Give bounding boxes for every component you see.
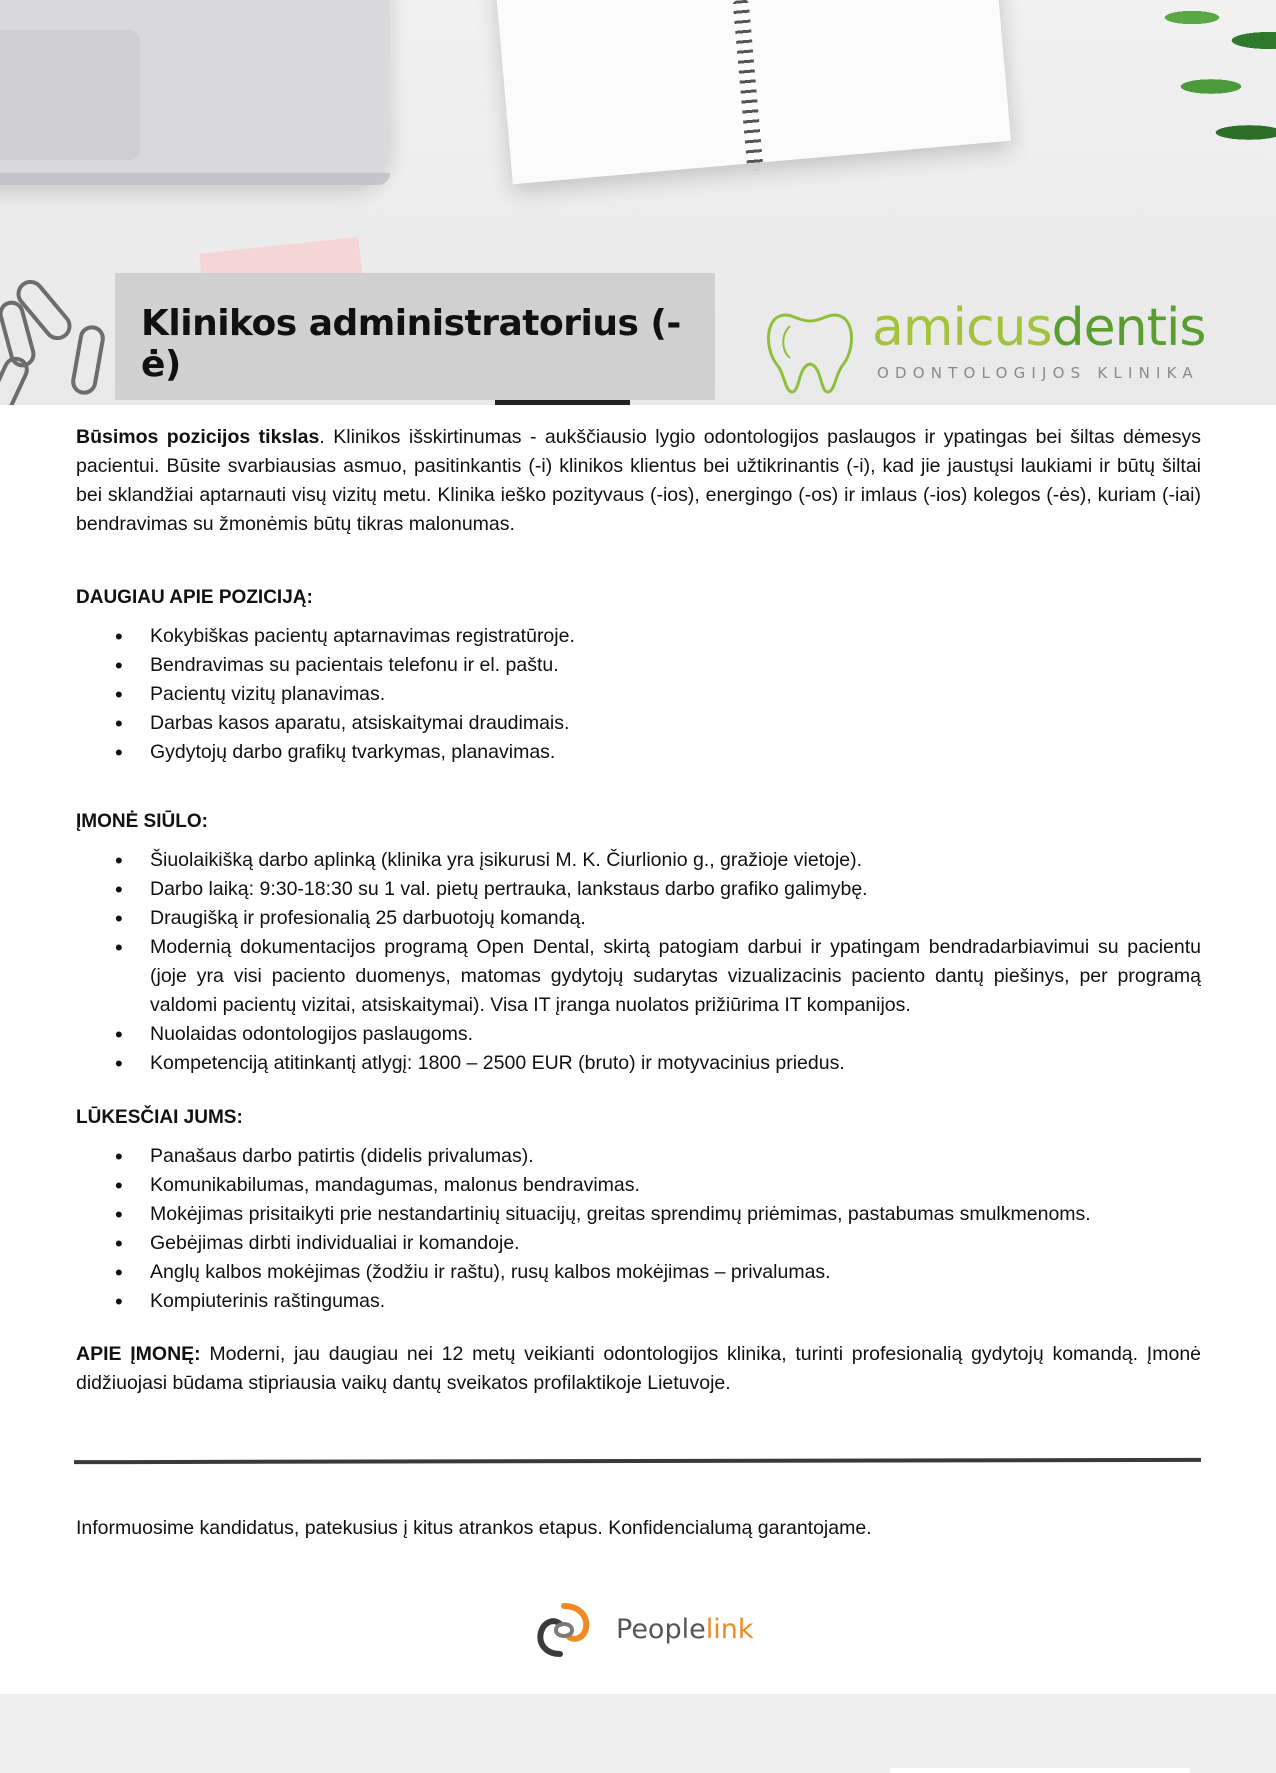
section-title-expectations: LŪKESČIAI JUMS: [76, 1107, 243, 1128]
page-title: Klinikos administratorius (-ė) [141, 303, 681, 385]
list-item: • Mokėjimas prisitaikyti prie nestandartinių situacijų, greitas sprendimų priėmimas, pastabumas smulkmenoms. [76, 1200, 1201, 1229]
about-paragraph [76, 1340, 1201, 1398]
list-item: • Kompiuterinis raštingumas. [76, 1287, 1201, 1316]
logo-word-dentis: dentis [1051, 298, 1206, 358]
tooth-logo-icon [760, 296, 860, 396]
title-box [115, 273, 715, 400]
about-lead: APIE ĮMONĘ: [76, 1343, 201, 1365]
list-item: • Panašaus darbo patirtis (didelis privalumas). [76, 1142, 1201, 1171]
clinic-logo-text [872, 298, 1206, 358]
brand-people: People [616, 1614, 706, 1645]
header-banner [0, 0, 1276, 405]
list-item: • Modernią dokumentacijos programą Open Dental, skirtą patogiam darbui ir ypatingam bendradarbiavimui su pacientu (joje yra visi paciento duomenys, matomas gydytojų sudarytas vizualizacinis paciento dantų piešinys, per programą valdomi pacientų vizitai, atsiskaitymai). Visa IT įranga nuolatos prižiūrima IT kompanijos. [76, 933, 1201, 1020]
section-title-offer: ĮMONĖ SIŪLO: [76, 811, 208, 832]
list-item: • Gebėjimas dirbti individualiai ir komandoje. [76, 1229, 1201, 1258]
list-item: • Kompetenciją atitinkantį atlygį: 1800 – 2500 EUR (bruto) ir motyvacinius priedus. [76, 1049, 1201, 1078]
plant-image [1135, 0, 1276, 190]
list-item: • Darbo laiką: 9:30-18:30 su 1 val. pietų pertrauka, lankstaus darbo grafiko galimybę. [76, 875, 1201, 904]
footer-white-strip [890, 1768, 1190, 1773]
list-item: • Pacientų vizitų planavimas. [76, 680, 1201, 709]
logo-word-amicus: amicus [872, 298, 1052, 358]
offer-list [76, 846, 1201, 1078]
clinic-logo-subtitle: ODONTOLOGIJOS KLINIKA [877, 364, 1199, 382]
section-title-position: DAUGIAU APIE POZICIJĄ: [76, 587, 313, 608]
peoplelink-logo-icon [534, 1600, 594, 1660]
footer-band [0, 1694, 1276, 1773]
paperclip-icon [69, 323, 107, 396]
list-item: • Nuolaidas odontologijos paslaugoms. [76, 1020, 1201, 1049]
list-item: • Bendravimas su pacientais telefonu ir el. paštu. [76, 651, 1201, 680]
list-item: • Draugišką ir profesionalią 25 darbuotojų komandą. [76, 904, 1201, 933]
list-item: • Darbas kasos aparatu, atsiskaitymai draudimais. [76, 709, 1201, 738]
document-body [76, 423, 1201, 1398]
position-list [76, 622, 1201, 767]
brand-link: link [705, 1614, 754, 1645]
intro-paragraph [76, 423, 1201, 539]
section-divider [74, 1458, 1201, 1464]
about-text: Moderni, jau daugiau nei 12 metų veikianti odontologijos klinika, turinti profesionalią gydytojų komandą. Įmonė didžiuojasi būdama stipriausia vaikų dantų sveikatos profilaktikoje Lietuvoje. [76, 1343, 1202, 1394]
laptop-image [0, 0, 390, 185]
footer-info-text: Informuosime kandidatus, patekusius į kitus atrankos etapus. Konfidencialumą garantojame. [76, 1517, 872, 1539]
list-item: • Anglų kalbos mokėjimas (žodžiu ir raštu), rusų kalbos mokėjimas – privalumas. [76, 1258, 1201, 1287]
list-item: • Komunikabilumas, mandagumas, malonus bendravimas. [76, 1171, 1201, 1200]
expectations-list [76, 1142, 1201, 1316]
list-item: • Šiuolaikišką darbo aplinką (klinika yra įsikurusi M. K. Čiurlionio g., gražioje vietoje). [76, 846, 1201, 875]
list-item: • Kokybiškas pacientų aptarnavimas registratūroje. [76, 622, 1201, 651]
peoplelink-logo-text [616, 1614, 753, 1645]
list-item: • Gydytojų darbo grafikų tvarkymas, planavimas. [76, 738, 1201, 767]
intro-lead: Būsimos pozicijos tikslas [76, 426, 320, 448]
intro-text: . Klinikos išskirtinumas - aukščiausio lygio odontologijos paslaugos ir ypatingas bei šiltas dėmesys pacientui. Būsite svarbiausias asmuo, pasitinkantis (-i) klinikos klientus bei užtikrinantis (-i), kad jie jaustųsi laukiami ir būtų šiltai bei sklandžiai aptarnauti visų vizitų metu. Klinika ieško pozityvaus (-ios), energingo (-os) ir imlaus (-ios) kolegos (-ės), kuriam (-iai) bendravimas su žmonėmis būtų tikras malonumas. [76, 426, 1202, 535]
